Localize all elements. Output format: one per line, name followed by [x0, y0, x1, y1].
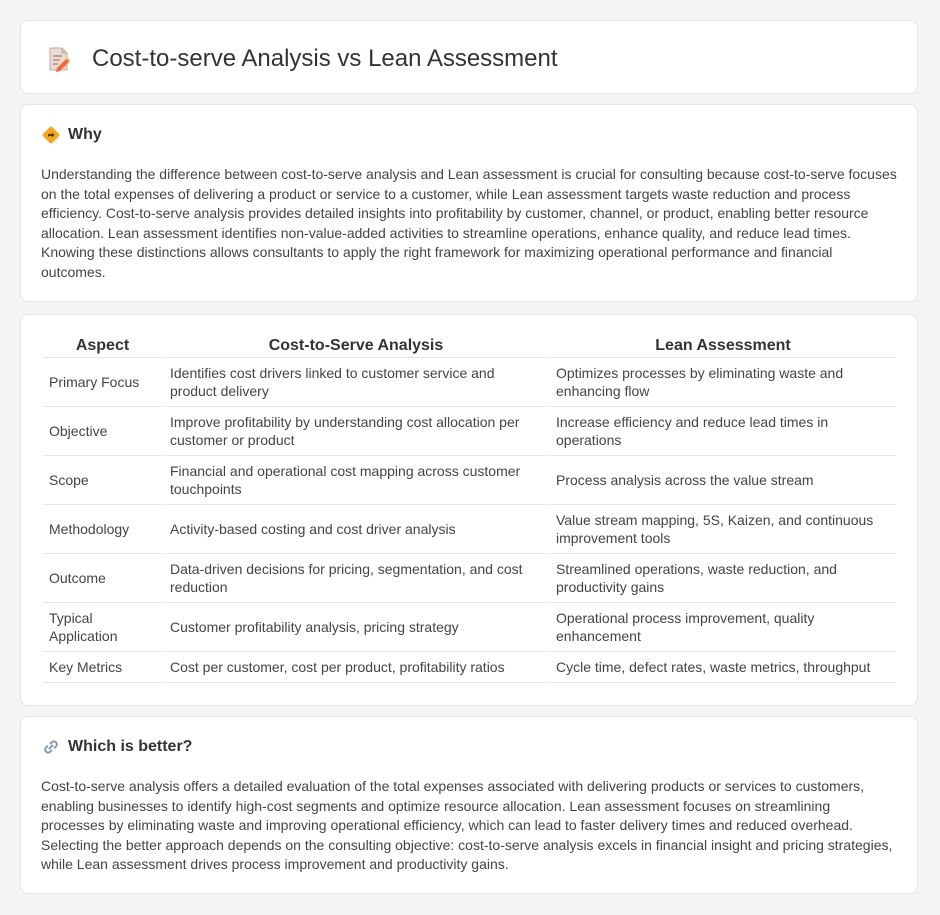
- lean-cell: Optimizes processes by eliminating waste and enhancing flow: [550, 358, 896, 407]
- table-row: [43, 554, 896, 603]
- header-card: [20, 20, 918, 94]
- aspect-cell: Primary Focus: [43, 358, 162, 407]
- header-cost-to-serve: Cost-to-Serve Analysis: [164, 335, 548, 358]
- why-heading: Why: [68, 126, 102, 143]
- table-row: [43, 652, 896, 683]
- lean-cell: Increase efficiency and reduce lead times in operations: [550, 407, 896, 456]
- lean-cell: Value stream mapping, 5S, Kaizen, and continuous improvement tools: [550, 505, 896, 554]
- table-row: [43, 456, 896, 505]
- table-row: [43, 603, 896, 652]
- aspect-cell: Typical Application: [43, 603, 162, 652]
- cost-to-serve-cell: Improve profitability by understanding cost allocation per customer or product: [164, 407, 548, 456]
- link-icon: [41, 737, 61, 757]
- lean-cell: Process analysis across the value stream: [550, 456, 896, 505]
- table-row: [43, 505, 896, 554]
- page-title: Cost-to-serve Analysis vs Lean Assessment: [92, 45, 558, 72]
- aspect-cell: Outcome: [43, 554, 162, 603]
- cost-to-serve-cell: Data-driven decisions for pricing, segmentation, and cost reduction: [164, 554, 548, 603]
- which-is-better-heading: Which is better?: [68, 738, 193, 755]
- which-is-better-section: [20, 716, 918, 894]
- cost-to-serve-cell: Cost per customer, cost per product, profitability ratios: [164, 652, 548, 683]
- comparison-table: [41, 335, 898, 683]
- table-header-row: [43, 335, 896, 358]
- aspect-cell: Key Metrics: [43, 652, 162, 683]
- lean-cell: Cycle time, defect rates, waste metrics, throughput: [550, 652, 896, 683]
- aspect-cell: Scope: [43, 456, 162, 505]
- header-lean: Lean Assessment: [550, 335, 896, 358]
- header-aspect: Aspect: [43, 335, 162, 358]
- comparison-table-section: [20, 314, 918, 706]
- why-section: [20, 104, 918, 302]
- lean-cell: Streamlined operations, waste reduction, and productivity gains: [550, 554, 896, 603]
- diamond-sign-icon: [41, 125, 61, 145]
- table-row: [43, 358, 896, 407]
- cost-to-serve-cell: Financial and operational cost mapping across customer touchpoints: [164, 456, 548, 505]
- cost-to-serve-cell: Identifies cost drivers linked to customer service and product delivery: [164, 358, 548, 407]
- document-pencil-icon: [47, 46, 71, 72]
- cost-to-serve-cell: Activity-based costing and cost driver analysis: [164, 505, 548, 554]
- lean-cell: Operational process improvement, quality enhancement: [550, 603, 896, 652]
- table-row: [43, 407, 896, 456]
- cost-to-serve-cell: Customer profitability analysis, pricing strategy: [164, 603, 548, 652]
- which-is-better-text: Cost-to-serve analysis offers a detailed evaluation of the total expenses associated with delivering products or services to customers, enabling businesses to identify high-cost segments and optimize resource allocation. Lean assessment focuses on streamlining processes by eliminating waste and improving operational efficiency, which can lead to faster delivery times and reduced overhead. Selecting the better approach depends on the consulting objective: cost-to-serve analysis excels in financial insight and pricing strategies, while Lean assessment drives process improvement and productivity gains.: [41, 778, 893, 872]
- aspect-cell: Objective: [43, 407, 162, 456]
- aspect-cell: Methodology: [43, 505, 162, 554]
- why-text: Understanding the difference between cost-to-serve analysis and Lean assessment is crucial for consulting because cost-to-serve focuses on the total expenses of delivering a product or service to a customer, while Lean assessment targets waste reduction and process efficiency. Cost-to-serve analysis provides detailed insights into profitability by customer, channel, or product, enabling better resource allocation. Lean assessment identifies non-value-added activities to streamline operations, enhance quality, and reduce lead times. Knowing these distinctions allows consultants to apply the right framework for maximizing operational performance and financial outcomes.: [41, 166, 897, 280]
